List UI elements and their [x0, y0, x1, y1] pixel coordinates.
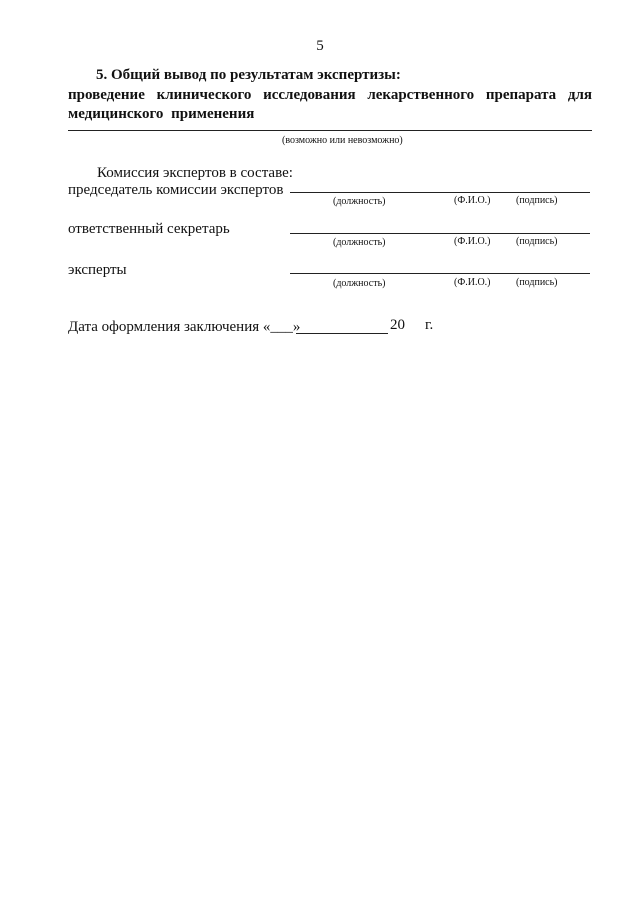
chairman-signature-caption: (подпись)	[516, 195, 558, 206]
date-year-prefix: 20	[390, 317, 405, 333]
page-number: 5	[316, 38, 324, 54]
conclusion-line	[68, 130, 592, 131]
role-chairman: председатель комиссии экспертов	[68, 182, 284, 198]
role-secretary: ответственный секретарь	[68, 221, 230, 237]
date-year-suffix: г.	[425, 317, 434, 333]
chairman-name-caption: (Ф.И.О.)	[454, 195, 491, 206]
secretary-position-caption: (должность)	[333, 237, 386, 248]
secretary-signature-line	[290, 233, 590, 234]
section-heading: 5. Общий вывод по результатам экспертизы:	[96, 67, 401, 83]
role-experts: эксперты	[68, 262, 127, 278]
section-subheading: проведение клинического исследования лекарственного препарата для медицинского применения	[68, 87, 592, 122]
commission-intro: Комиссия экспертов в составе:	[97, 165, 293, 181]
secretary-name-caption: (Ф.И.О.)	[454, 236, 491, 247]
date-label: Дата оформления заключения «___»	[68, 319, 301, 335]
experts-signature-caption: (подпись)	[516, 277, 558, 288]
chairman-position-caption: (должность)	[333, 196, 386, 207]
chairman-signature-line	[290, 192, 590, 193]
secretary-signature-caption: (подпись)	[516, 236, 558, 247]
experts-signature-line	[290, 273, 590, 274]
date-month-line	[296, 333, 388, 334]
experts-position-caption: (должность)	[333, 278, 386, 289]
experts-name-caption: (Ф.И.О.)	[454, 277, 491, 288]
conclusion-caption: (возможно или невозможно)	[282, 135, 403, 146]
